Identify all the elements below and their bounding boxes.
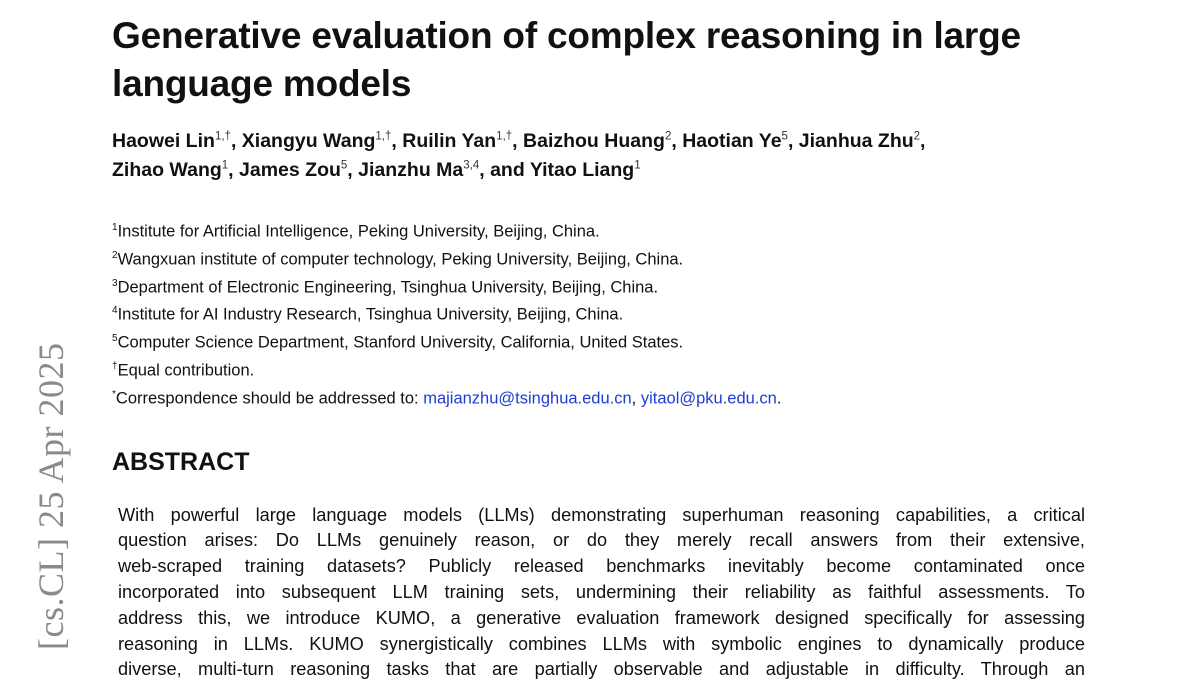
abstract-line: question arises: Do LLMs genuinely reason, or do they merely recall answers from their extensive, — [118, 530, 1085, 551]
abstract-line: web-scraped training datasets? Publicly released benchmarks inevitably become contaminated once — [118, 556, 1085, 577]
paper-page — [112, 12, 1112, 683]
abstract-heading: ABSTRACT — [112, 447, 250, 476]
author-list — [112, 124, 1102, 183]
author: Haowei Lin$^{1,\dagger}$, — [112, 129, 242, 152]
email-link-yitaol[interactable]: yitaol@pku.edu.cn — [640, 389, 777, 408]
abstract-text — [118, 503, 1085, 683]
author: Ruilin Yan$^{1,\dagger}$, — [402, 129, 524, 152]
author: Xiangyu Wang$^{1,\dagger}$, — [241, 129, 403, 152]
email-link-majianzhu[interactable]: majianzhu@tsinghua.edu.cn — [423, 389, 632, 408]
arxiv-sidebar-text: [cs.CL] 25 Apr 2025 — [31, 342, 71, 650]
author: Haotian Ye$^5$, — [682, 129, 799, 152]
author: Yitao Liang$^1$ — [529, 159, 641, 181]
correspondence-line: *Correspondence should be addressed to: majianzhu@tsinghua.edu.cn, yitaol@pku.edu.cn. — [112, 388, 782, 408]
affiliation-list — [112, 216, 1112, 411]
abstract-line: incorporated into subsequent LLM training sets, undermining their reliability as faithful assessments. To — [118, 581, 1085, 602]
affiliation-item: $^1$Institute for Artificial Intelligence, Peking University, Beijing, China. — [112, 222, 600, 241]
arxiv-sidebar-stamp — [22, 310, 74, 650]
paper-title: Generative evaluation of complex reasoning in large language models — [112, 15, 1021, 104]
abstract-line: reasoning in LLMs. KUMO synergistically combines LLMs with symbolic engines to dynamically produce — [118, 633, 1085, 654]
abstract-line: address this, we introduce KUMO, a generative evaluation framework designed specifically for assessing — [118, 607, 1085, 628]
affiliation-item: $^5$Computer Science Department, Stanford University, California, United States. — [112, 333, 684, 352]
author: Zihao Wang$^1$, — [112, 159, 240, 181]
author: Baizhou Huang$^2$, — [523, 129, 683, 152]
affiliation-item: $^4$Institute for AI Industry Research, Tsinghua University, Beijing, China. — [112, 305, 624, 324]
author: Jianzhu Ma$^{3,4}$, and — [358, 159, 530, 181]
author: Jianhua Zhu$^2$, — [798, 129, 926, 152]
affiliation-item: $^3$Department of Electronic Engineering, Tsinghua University, Beijing, China. — [112, 277, 659, 297]
author: James Zou$^5$, — [239, 159, 359, 181]
affiliation-item: †Equal contribution. — [112, 360, 255, 380]
abstract-line: With powerful large language models (LLMs) demonstrating superhuman reasoning capabilities, a critical — [118, 504, 1085, 525]
abstract-line: diverse, multi-turn reasoning tasks that are partially observable and adjustable in difficulty. Through an — [118, 659, 1085, 680]
affiliation-item: $^2$Wangxuan institute of computer technology, Peking University, Beijing, China. — [112, 249, 684, 269]
